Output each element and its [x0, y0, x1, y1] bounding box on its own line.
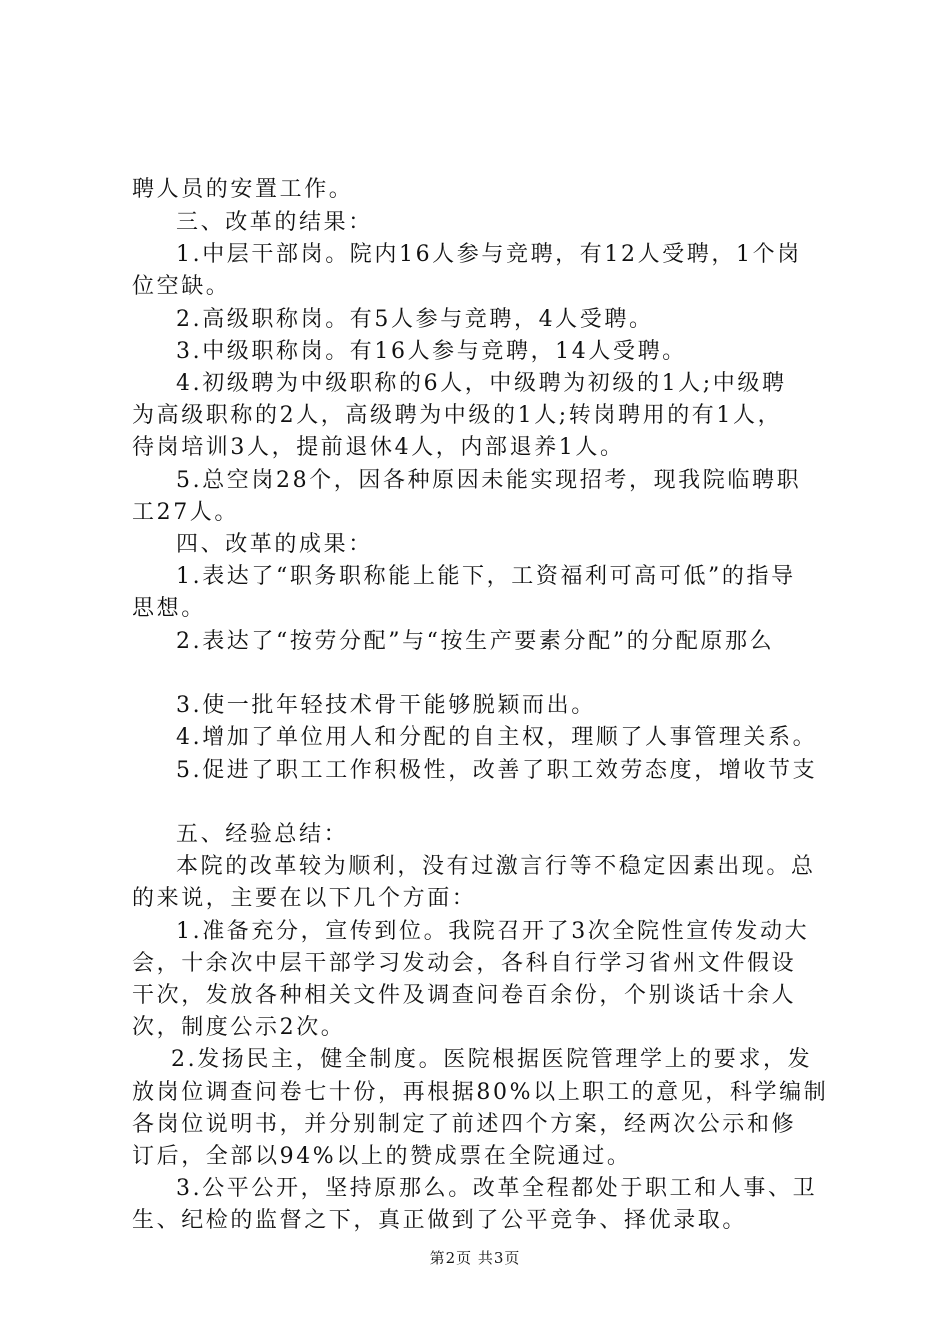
text-line: 为高级职称的2人，高级聘为中级的1人;转岗聘用的有1人，: [132, 403, 783, 428]
text-line: 思想。: [132, 596, 206, 621]
section-heading-achievements: 四、改革的成果：: [176, 532, 373, 557]
section-heading-results: 三、改革的结果：: [176, 210, 373, 235]
text-line: 待岗培训3人，提前退休4人，内部退养1人。: [132, 435, 625, 460]
text-line: 5.总空岗28个，因各种原因未能实现招考，现我院临聘职: [176, 468, 802, 493]
text-line: 订后，全部以94%以上的赞成票在全院通过。: [132, 1144, 632, 1169]
text-line: 3.使一批年轻技术骨干能够脱颖而出。: [176, 693, 596, 718]
text-line: 工27人。: [132, 500, 239, 525]
text-line: 放岗位调查问卷七十份，再根据80%以上职工的意见，科学编制: [132, 1080, 829, 1105]
text-line: 聘人员的安置工作。: [132, 177, 354, 202]
text-line: 干次，发放各种相关文件及调查问卷百余份，个别谈话十余人: [132, 983, 797, 1008]
text-line: 次，制度公示2次。: [132, 1015, 346, 1040]
text-line: 的来说，主要在以下几个方面：: [132, 886, 477, 911]
text-line: 1.准备充分，宣传到位。我院召开了3次全院性宣传发动大: [176, 919, 810, 944]
text-line: 2.发扬民主，健全制度。医院根据医院管理学上的要求，发: [171, 1047, 813, 1072]
text-line: 3.中级职称岗。有16人参与竞聘，14人受聘。: [176, 339, 687, 364]
text-line: 2.表达了“按劳分配”与“按生产要素分配”的分配原那么: [176, 629, 775, 654]
text-line: 各岗位说明书，并分别制定了前述四个方案，经两次公示和修: [132, 1112, 797, 1137]
text-line: 5.促进了职工工作积极性，改善了职工效劳态度，增收节支: [176, 758, 818, 783]
text-line: 位空缺。: [132, 274, 231, 299]
text-line: 3.公平公开，坚持原那么。改革全程都处于职工和人事、卫: [176, 1176, 818, 1201]
text-line: 4.增加了单位用人和分配的自主权，理顺了人事管理关系。: [176, 725, 818, 750]
text-line: 本院的改革较为顺利，没有过激言行等不稳定因素出现。总: [176, 854, 816, 879]
text-line: 2.高级职称岗。有5人参与竞聘，4人受聘。: [176, 307, 654, 332]
page-number-footer: 第2页 共3页: [429, 1249, 521, 1267]
text-line: 4.初级聘为中级职称的6人，中级聘为初级的1人;中级聘: [176, 371, 787, 396]
section-heading-summary: 五、经验总结：: [176, 822, 349, 847]
text-line: 1.表达了“职务职称能上能下，工资福利可高可低”的指导: [176, 564, 796, 589]
text-line: 生、纪检的监督之下，真正做到了公平竞争、择优录取。: [132, 1208, 748, 1233]
text-line: 1.中层干部岗。院内16人参与竞聘，有12人受聘，1个岗: [176, 242, 802, 267]
text-line: 会，十余次中层干部学习发动会，各科自行学习省州文件假设: [132, 951, 797, 976]
